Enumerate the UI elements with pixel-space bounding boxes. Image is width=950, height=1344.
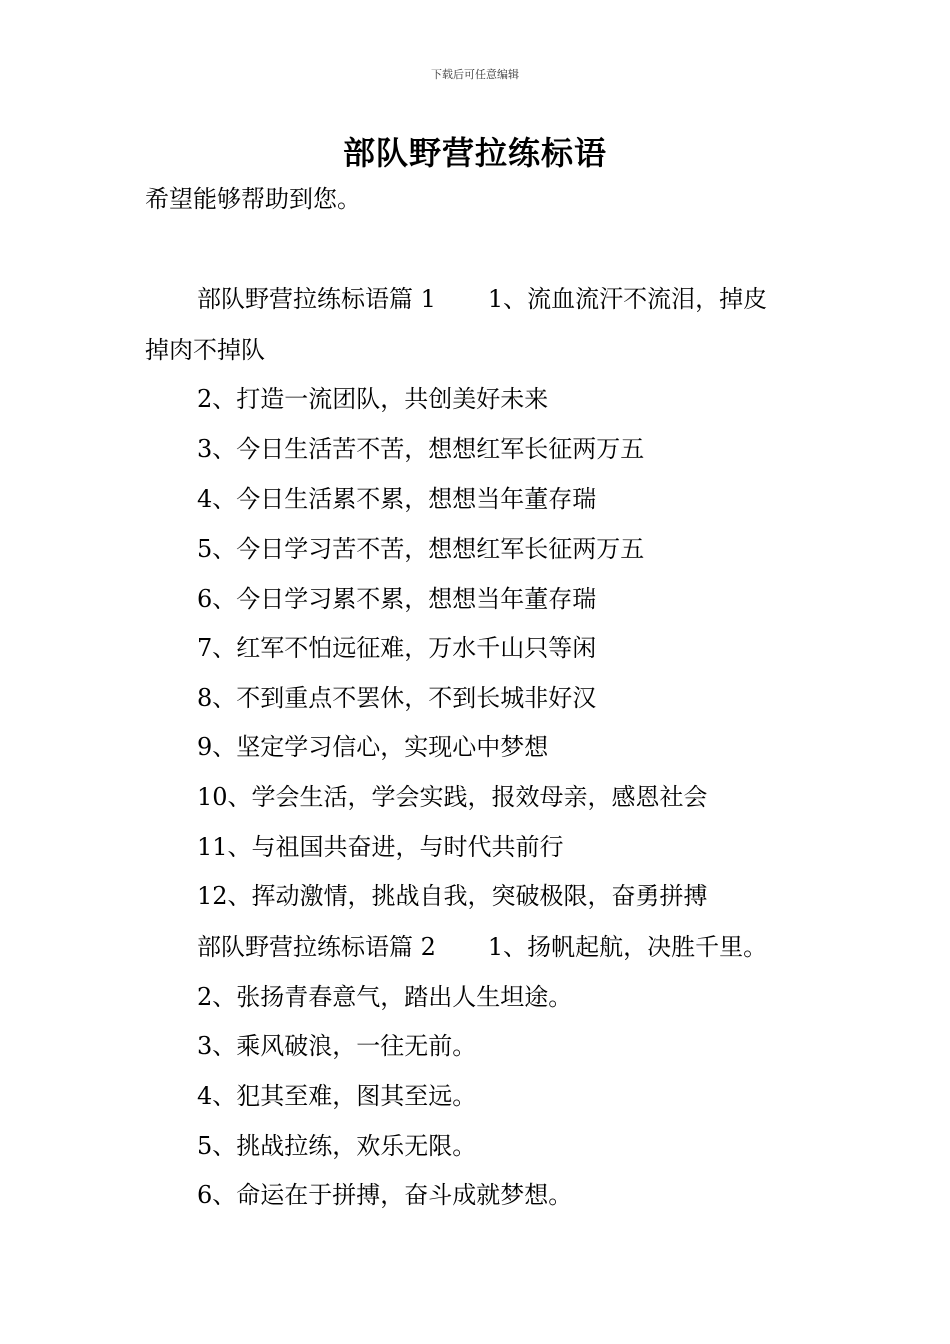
section1-item: 6、今日学习累不累，想想当年董存瑞 — [197, 585, 597, 613]
section1-item: 8、不到重点不罢休，不到长城非好汉 — [197, 684, 597, 712]
section2-heading: 部队野营拉练标语篇 2 — [197, 933, 436, 961]
section1-item: 3、今日生活苦不苦，想想红军长征两万五 — [197, 435, 645, 463]
section2-item: 2、张扬青春意气，踏出人生坦途。 — [197, 983, 573, 1011]
document-title: 部队野营拉练标语 — [342, 134, 607, 172]
section1-item-1: 1、流血流汗不流泪，掉皮 — [487, 285, 768, 313]
section1-item: 11、与祖国共奋进，与时代共前行 — [197, 833, 564, 861]
section1-heading-line — [197, 284, 767, 314]
section1-item: 2、打造一流团队，共创美好未来 — [197, 385, 549, 413]
intro-text: 希望能够帮助到您。 — [145, 185, 361, 213]
section1-item: 12、挥动激情，挑战自我，突破极限，奋勇拼搏 — [197, 882, 708, 910]
header-note: 下载后可任意编辑 — [431, 68, 519, 81]
section1-item: 9、坚定学习信心，实现心中梦想 — [197, 733, 549, 761]
section1-item: 7、红军不怕远征难，万水千山只等闲 — [197, 634, 597, 662]
section2-item-1: 1、扬帆起航，决胜千里。 — [487, 933, 768, 961]
section2-item: 4、犯其至难，图其至远。 — [197, 1082, 477, 1110]
section1-item-1-continued: 掉肉不掉队 — [145, 336, 265, 364]
section2-item: 5、挑战拉练，欢乐无限。 — [197, 1132, 477, 1160]
section1-heading: 部队野营拉练标语篇 1 — [197, 285, 436, 313]
section2-item: 6、命运在于拼搏，奋斗成就梦想。 — [197, 1181, 573, 1209]
section2-heading-line — [197, 932, 767, 962]
section2-item: 3、乘风破浪，一往无前。 — [197, 1032, 477, 1060]
section1-item: 10、学会生活，学会实践，报效母亲，感恩社会 — [197, 783, 708, 811]
section1-item: 5、今日学习苦不苦，想想红军长征两万五 — [197, 535, 645, 563]
section1-item: 4、今日生活累不累，想想当年董存瑞 — [197, 485, 597, 513]
